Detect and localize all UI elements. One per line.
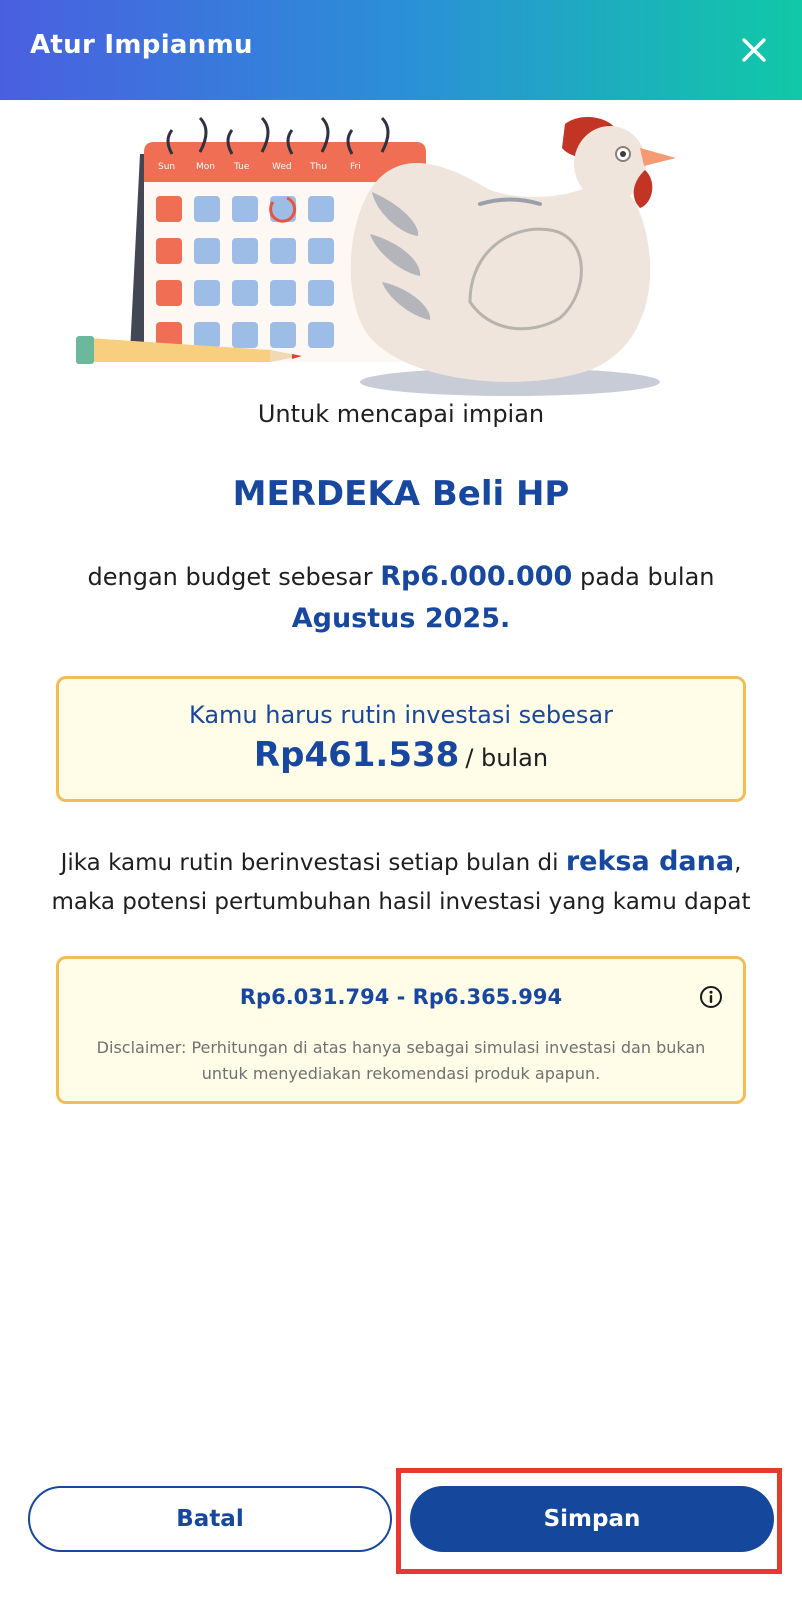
close-icon <box>741 37 767 63</box>
app-header <box>0 0 802 100</box>
close-button[interactable] <box>734 30 774 70</box>
monthly-investment-card <box>56 676 746 802</box>
potential-suffix: , maka potensi pertumbuhan hasil investasi yang kamu dapat <box>51 850 751 915</box>
potential-range-card <box>56 956 746 1104</box>
calendar-day-mon: Mon <box>196 162 215 172</box>
calendar-day-thu: Thu <box>310 162 327 172</box>
calendar-day-wed: Wed <box>272 162 292 172</box>
potential-range-value: Rp6.031.794 - Rp6.365.994 <box>239 985 563 1009</box>
potential-growth-text <box>30 842 772 922</box>
calendar-day-fri: Fri <box>350 162 361 172</box>
goal-intro-text: Untuk mencapai impian <box>257 400 545 428</box>
monthly-investment-amount: Rp461.538 <box>253 735 460 775</box>
monthly-investment-row <box>59 735 743 775</box>
disclaimer-text: Disclaimer: Perhitungan di atas hanya sebagai simulasi investasi dan bukan untuk menyediakan rekomendasi produk apapun. <box>96 1038 706 1083</box>
budget-summary <box>30 556 772 640</box>
header-title: Atur Impianmu <box>30 30 253 60</box>
goal-name: MERDEKA Beli HP <box>232 474 570 514</box>
product-name: reksa dana <box>565 846 735 877</box>
monthly-investment-label: Kamu harus rutin investasi sebesar <box>189 701 613 729</box>
budget-amount: Rp6.000.000 <box>380 561 573 592</box>
budget-prefix: dengan budget sebesar <box>87 563 381 591</box>
budget-middle: pada bulan <box>572 563 715 591</box>
monthly-investment-unit: / bulan <box>465 744 549 772</box>
target-date: Agustus 2025. <box>291 603 511 634</box>
save-button[interactable]: Simpan <box>410 1486 774 1552</box>
calendar-day-sun: Sun <box>158 162 176 172</box>
calendar-day-tue: Tue <box>234 162 250 172</box>
potential-prefix: Jika kamu rutin berinvestasi setiap bulan di <box>60 850 566 876</box>
goal-illustration <box>70 112 710 404</box>
info-icon[interactable] <box>699 985 723 1009</box>
cancel-button[interactable]: Batal <box>28 1486 392 1552</box>
